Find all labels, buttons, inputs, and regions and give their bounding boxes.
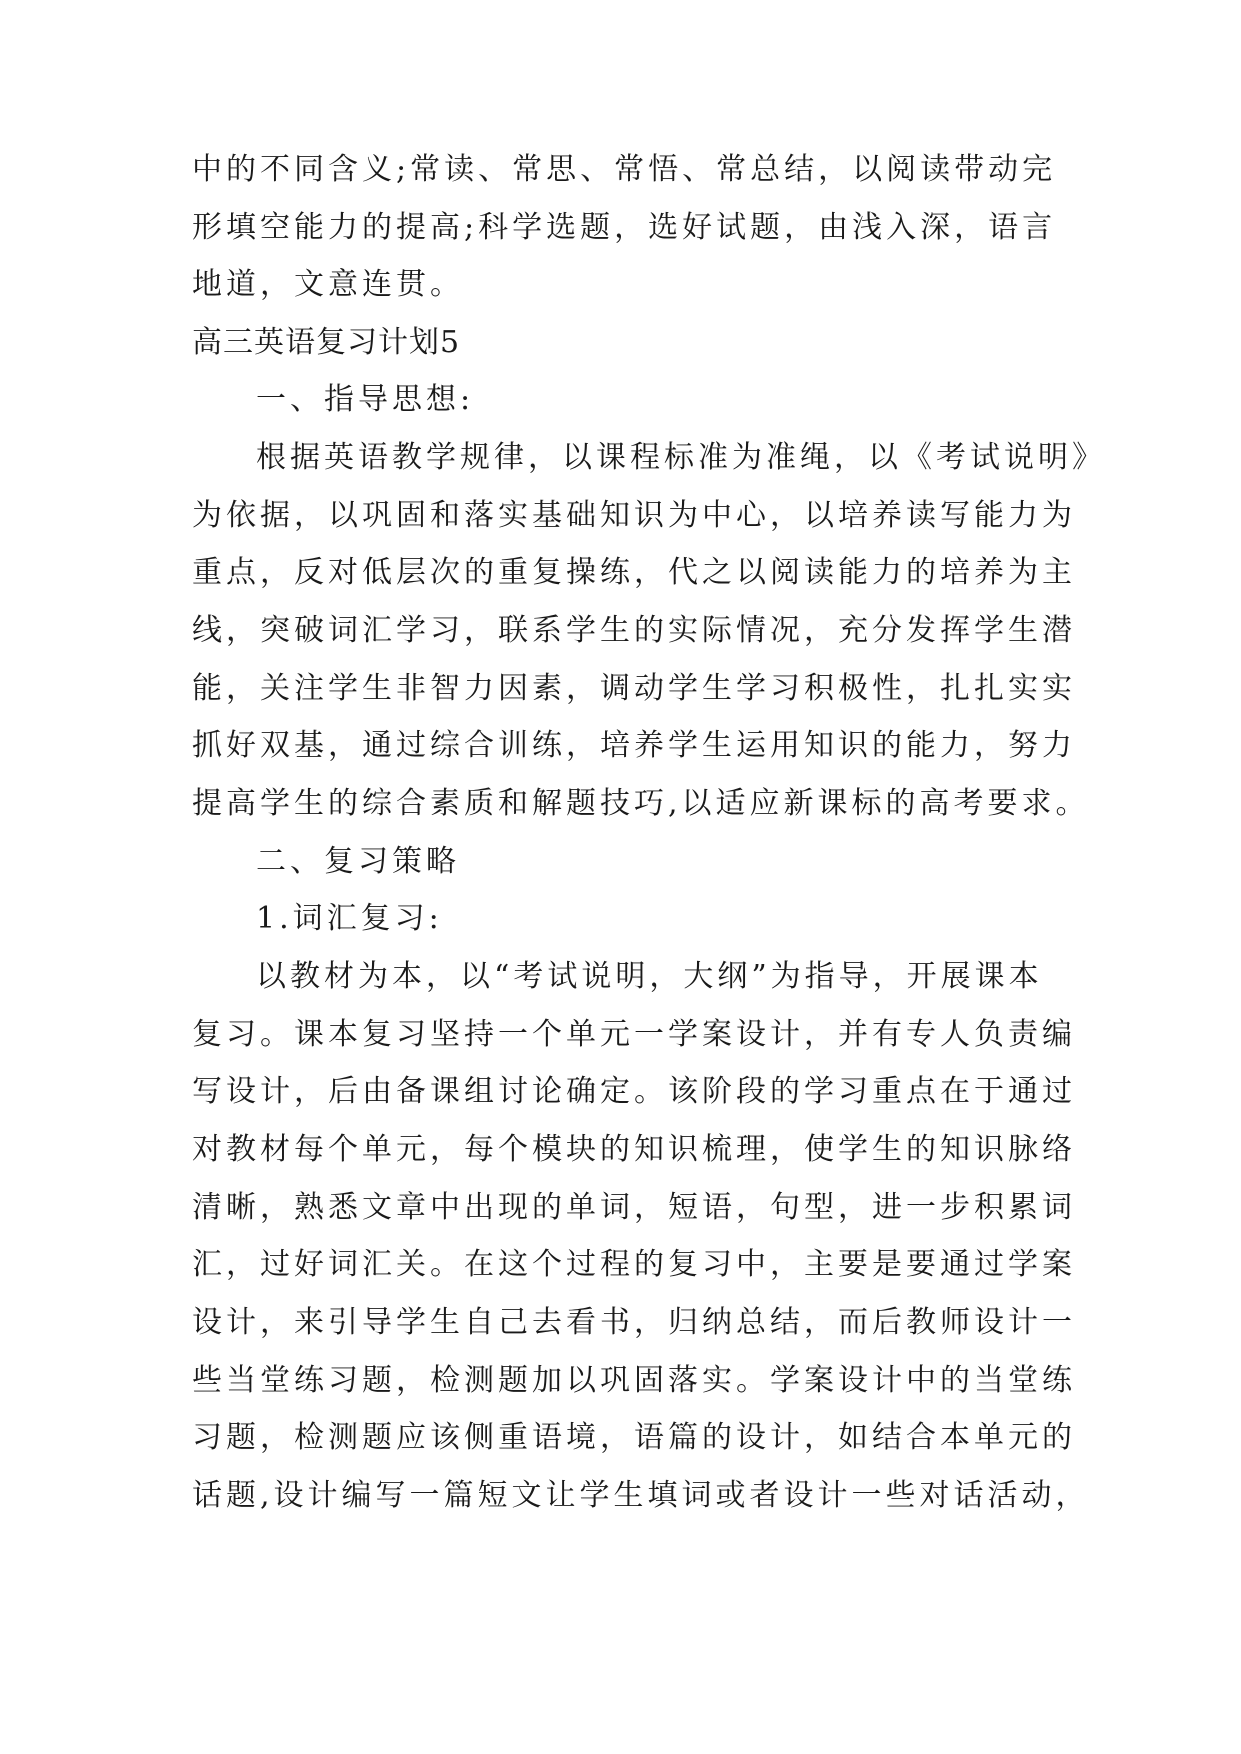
text-line: 写设计，后由备课组讨论确定。该阶段的学习重点在于通过 xyxy=(192,1074,1076,1109)
subsection-heading: 1.词汇复习: xyxy=(256,901,443,936)
text-line: 中的不同含义;常读、常思、常悟、常总结，以阅读带动完 xyxy=(192,152,1057,187)
text-line: 形填空能力的提高;科学选题，选好试题，由浅入深，语言 xyxy=(192,210,1057,245)
section-heading: 二、复习策略 xyxy=(256,844,460,879)
text-line: 复习。课本复习坚持一个单元一学案设计，并有专人负责编 xyxy=(192,1017,1076,1052)
text-line: 对教材每个单元，每个模块的知识梳理，使学生的知识脉络 xyxy=(192,1132,1076,1167)
text-line: 设计，来引导学生自己去看书，归纳总结，而后教师设计一 xyxy=(192,1305,1076,1340)
text-line: 话题,设计编写一篇短文让学生填词或者设计一些对话活动， xyxy=(192,1478,1090,1513)
text-line: 地道，文意连贯。 xyxy=(192,267,464,302)
text-line: 习题，检测题应该侧重语境，语篇的设计，如结合本单元的 xyxy=(192,1420,1076,1455)
section-heading: 一、指导思想: xyxy=(256,382,475,417)
text-line: 线，突破词汇学习，联系学生的实际情况，充分发挥学生潜 xyxy=(192,613,1076,648)
text-line: 汇，过好词汇关。在这个过程的复习中，主要是要通过学案 xyxy=(192,1247,1076,1282)
text-line: 为依据，以巩固和落实基础知识为中心，以培养读写能力为 xyxy=(192,498,1076,533)
text-line: 清晰，熟悉文章中出现的单词，短语，句型，进一步积累词 xyxy=(192,1190,1076,1225)
text-line: 重点，反对低层次的重复操练，代之以阅读能力的培养为主 xyxy=(192,555,1076,590)
text-line: 根据英语教学规律，以课程标准为准绳，以《考试说明》 xyxy=(256,440,1106,475)
text-line: 抓好双基，通过综合训练，培养学生运用知识的能力，努力 xyxy=(192,728,1076,763)
section-title: 高三英语复习计划5 xyxy=(192,325,461,360)
text-line: 些当堂练习题，检测题加以巩固落实。学案设计中的当堂练 xyxy=(192,1363,1076,1398)
text-line: 以教材为本，以“考试说明，大纲”为指导，开展课本 xyxy=(256,959,1043,994)
text-line: 能，关注学生非智力因素，调动学生学习积极性，扎扎实实 xyxy=(192,671,1076,706)
text-line: 提高学生的综合素质和解题技巧,以适应新课标的高考要求。 xyxy=(192,786,1090,821)
